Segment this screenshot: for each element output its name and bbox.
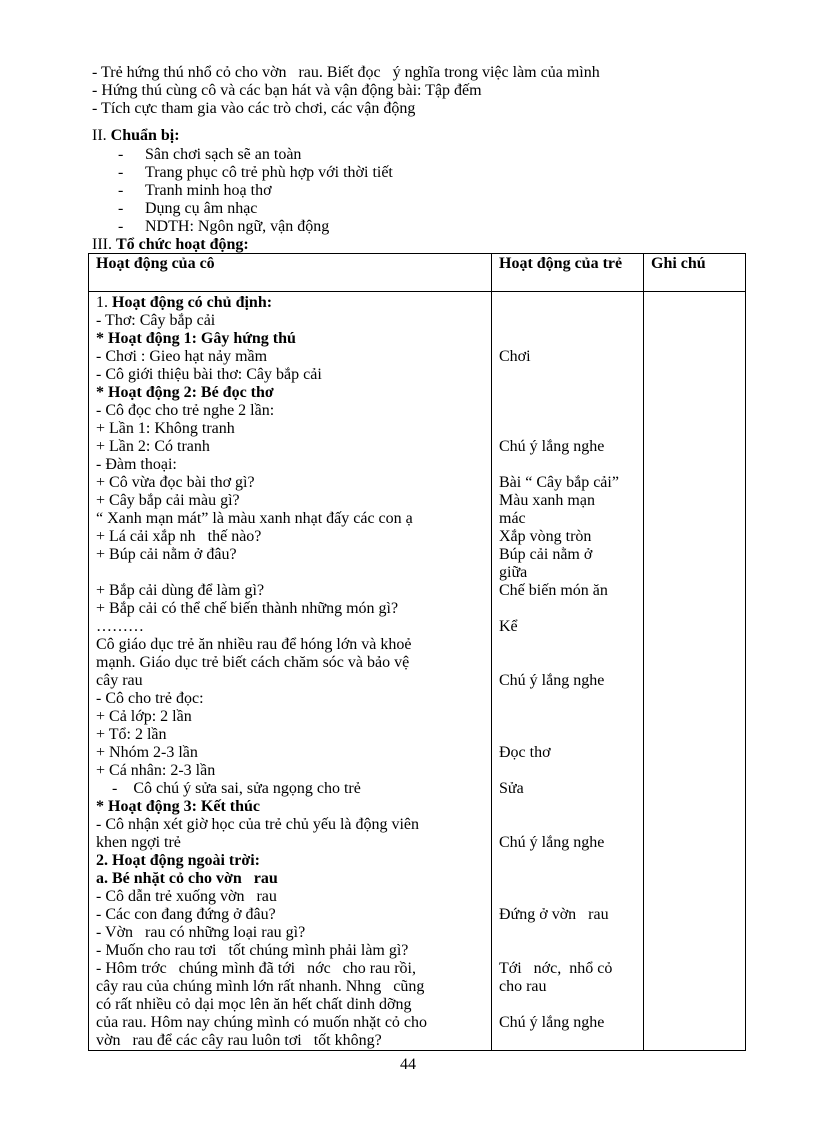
header-child-activity: Hoạt động của trẻ	[492, 254, 644, 292]
teacher-line-text: - Chơi : Gieo hạt nảy mầm	[96, 348, 268, 365]
bullet-dash: -	[118, 182, 124, 199]
notes-cell	[644, 292, 746, 1051]
teacher-activity-line	[96, 402, 484, 420]
child-activity-line: mác	[499, 510, 526, 527]
child-activity-line: Chú ý lắng nghe	[499, 438, 605, 455]
child-activity-line: Chơi	[499, 348, 531, 365]
teacher-line-text: + Nhóm 2-3 lần	[96, 744, 198, 761]
teacher-line-text: - Đàm thoại:	[96, 456, 177, 473]
child-activity-line: Tới nớc, nhổ cỏ	[499, 960, 613, 977]
activity-table	[88, 253, 746, 1051]
teacher-activity-line	[96, 600, 484, 618]
intro-line: - Trẻ hứng thú nhổ cỏ cho vờn rau. Biết đọc ý nghĩa trong việc làm của mình	[92, 64, 600, 81]
preparation-item-text: Dụng cụ âm nhạc	[145, 200, 258, 217]
child-activity-line: giữa	[499, 564, 528, 581]
teacher-line-bold: * Hoạt động 1: Gây hứng thú	[96, 330, 296, 347]
intro-line: - Tích cực tham gia vào các trò chơi, các vận động	[92, 100, 416, 117]
preparation-title: Chuẩn bị:	[110, 127, 180, 144]
child-activity-line	[499, 420, 636, 438]
teacher-line-text: vờn rau để các cây rau luôn tơi tốt không?	[96, 1032, 382, 1049]
teacher-activity-line	[96, 330, 484, 348]
teacher-line-text: - Các con đang đứng ở đâu?	[96, 906, 276, 923]
preparation-item-text: Sân chơi sạch sẽ an toàn	[145, 146, 302, 163]
preparation-item	[118, 182, 393, 200]
child-activity-line	[499, 888, 636, 906]
preparation-numeral: II.	[92, 127, 107, 144]
teacher-activity-line	[96, 672, 484, 690]
child-activity-line	[499, 816, 636, 834]
teacher-line-bold: * Hoạt động 2: Bé đọc thơ	[96, 384, 274, 401]
teacher-activity-line	[96, 510, 484, 528]
teacher-line-bold: a. Bé nhặt cỏ cho vờn rau	[96, 870, 278, 887]
child-activity-line	[499, 798, 636, 816]
teacher-line-text: của rau. Hôm nay chúng mình có muốn nhặt cỏ cho	[96, 1014, 428, 1031]
teacher-line-text: + Cây bắp cải màu gì?	[96, 492, 240, 509]
child-activity-line	[499, 870, 636, 888]
teacher-line-text: + Búp cải nằm ở đâu?	[96, 546, 237, 563]
child-activity-line	[499, 1032, 636, 1050]
preparation-item	[118, 164, 393, 182]
teacher-activity-line	[96, 708, 484, 726]
child-activity-line	[499, 312, 636, 330]
preparation-item-text: Trang phục cô trẻ phù hợp với thời tiết	[145, 164, 393, 181]
teacher-activity-line	[96, 582, 484, 600]
table-header-row	[89, 254, 746, 292]
teacher-line-text: ………	[96, 618, 144, 635]
intro-line: - Hứng thú cùng cô và các bạn hát và vận động bài: Tập đếm	[92, 82, 482, 99]
teacher-line-text: + Lá cải xắp nh thế nào?	[96, 528, 262, 545]
bullet-dash: -	[118, 146, 124, 163]
teacher-activity-line	[96, 366, 484, 384]
page-number: 44	[400, 1056, 416, 1073]
teacher-line-text: + Cô vừa đọc bài thơ gì?	[96, 474, 255, 491]
child-activity-line: Kể	[499, 618, 518, 635]
teacher-line-text: + Cá nhân: 2-3 lần	[96, 762, 216, 779]
child-activity-line: Sửa	[499, 780, 524, 797]
teacher-line-text: - Cô nhận xét giờ học của trẻ chủ yếu là động viên	[96, 816, 420, 833]
teacher-activity-line	[96, 780, 484, 798]
child-activity-line	[499, 636, 636, 654]
organization-numeral: III.	[92, 236, 112, 253]
child-activity-line: Búp cải nằm ở	[499, 546, 593, 563]
teacher-line-text: Cô giáo dục trẻ ăn nhiều rau để hóng lớn và khoẻ	[96, 636, 412, 653]
child-activity-line	[499, 726, 636, 744]
teacher-activity-line	[96, 690, 484, 708]
teacher-line-text: khen ngợi trẻ	[96, 834, 181, 851]
teacher-activity-line	[96, 798, 484, 816]
teacher-activity-line	[96, 816, 484, 834]
teacher-activity-line	[96, 744, 484, 762]
teacher-line-text: + Tổ: 2 lần	[96, 726, 167, 743]
teacher-line-text: - Cô chú ý sửa sai, sửa ngọng cho trẻ	[96, 780, 361, 797]
preparation-item	[118, 218, 393, 236]
teacher-activity-line	[96, 438, 484, 456]
teacher-activity-line	[96, 636, 484, 654]
teacher-line-bold: * Hoạt động 3: Kết thúc	[96, 798, 260, 815]
preparation-heading	[92, 127, 180, 145]
bullet-dash: -	[118, 200, 124, 217]
teacher-activity-line	[96, 528, 484, 546]
child-activity-line	[499, 762, 636, 780]
teacher-line-text: - Muốn cho rau tơi tốt chúng mình phải làm gì?	[96, 942, 409, 959]
teacher-activity-line	[96, 888, 484, 906]
child-activity-line: Chú ý lắng nghe	[499, 834, 605, 851]
teacher-line-text: cây rau	[96, 672, 143, 689]
teacher-activity-line	[96, 348, 484, 366]
teacher-activity-line	[96, 294, 484, 312]
teacher-activity-line	[96, 618, 484, 636]
child-activity-line	[499, 402, 636, 420]
teacher-line-text: cây rau của chúng mình lớn rất nhanh. Nhng cũng	[96, 978, 425, 995]
child-activity-line: cho rau	[499, 978, 547, 995]
child-activity-line	[499, 708, 636, 726]
child-activity-line	[499, 942, 636, 960]
teacher-line-text: - Vờn rau có những loại rau gì?	[96, 924, 306, 941]
bullet-dash: -	[118, 218, 124, 235]
preparation-list	[118, 146, 393, 236]
teacher-line-text: mạnh. Giáo dục trẻ biết cách chăm sóc và bảo vệ	[96, 654, 410, 671]
teacher-activity-line	[96, 654, 484, 672]
teacher-activity-line	[96, 852, 484, 870]
child-activity-line: Bài “ Cây bắp cải”	[499, 474, 619, 491]
teacher-line-text: “ Xanh mạn mát” là màu xanh nhạt đấy các con ạ	[96, 510, 413, 527]
bullet-dash: -	[118, 164, 124, 181]
teacher-activity-line	[96, 1032, 484, 1050]
preparation-item	[118, 146, 393, 164]
teacher-activity-line	[96, 942, 484, 960]
teacher-line-bold: 2. Hoạt động ngoài trời:	[96, 852, 260, 869]
header-notes: Ghi chú	[644, 254, 746, 292]
teacher-activity-line	[96, 870, 484, 888]
teacher-activity-line	[96, 564, 484, 582]
teacher-activity-line	[96, 726, 484, 744]
child-activity-cell	[492, 292, 644, 1051]
child-activity-line	[499, 456, 636, 474]
child-activity-line: Đọc thơ	[499, 744, 551, 761]
preparation-item	[118, 200, 393, 218]
teacher-activity-line	[96, 834, 484, 852]
teacher-activity-line	[96, 546, 484, 564]
child-activity-line	[499, 654, 636, 672]
teacher-activity-line	[96, 762, 484, 780]
organization-title: Tổ chức hoạt động:	[115, 236, 249, 253]
child-activity-line	[499, 330, 636, 348]
child-activity-line: Xắp vòng tròn	[499, 528, 592, 545]
child-activity-line	[499, 294, 636, 312]
teacher-line-text: 1.	[96, 294, 112, 311]
child-activity-line	[499, 996, 636, 1014]
child-activity-line: Chú ý lắng nghe	[499, 1014, 605, 1031]
teacher-line-text: - Cô dẫn trẻ xuống vờn rau	[96, 888, 277, 905]
teacher-line-text: + Lần 2: Có tranh	[96, 438, 210, 455]
child-activity-line: Chú ý lắng nghe	[499, 672, 605, 689]
teacher-line-text: - Cô đọc cho trẻ nghe 2 lần:	[96, 402, 275, 419]
teacher-line-bold: Hoạt động có chủ định:	[112, 294, 273, 311]
teacher-line-text: - Thơ: Cây bắp cải	[96, 312, 216, 329]
teacher-activity-line	[96, 456, 484, 474]
teacher-activity-line	[96, 312, 484, 330]
teacher-line-text: - Cô cho trẻ đọc:	[96, 690, 204, 707]
teacher-activity-line	[96, 978, 484, 996]
child-activity-line	[499, 690, 636, 708]
teacher-activity-line	[96, 906, 484, 924]
child-activity-line	[499, 852, 636, 870]
teacher-line-text: + Bắp cải có thể chế biến thành những món gì?	[96, 600, 399, 617]
teacher-line-text: có rất nhiều cỏ dại mọc lên ăn hết chất dinh dỡng	[96, 996, 412, 1013]
preparation-item-text: NDTH: Ngôn ngữ, vận động	[145, 218, 330, 235]
teacher-line-text: + Cả lớp: 2 lần	[96, 708, 192, 725]
child-activity-line	[499, 600, 636, 618]
teacher-line-text: + Bắp cải dùng để làm gì?	[96, 582, 265, 599]
teacher-activity-line	[96, 384, 484, 402]
child-activity-line	[499, 924, 636, 942]
teacher-line-text: - Hôm trớc chúng mình đã tới nớc cho rau rồi,	[96, 960, 416, 977]
teacher-activity-line	[96, 1014, 484, 1032]
child-activity-line: Đứng ở vờn rau	[499, 906, 609, 923]
child-activity-line: Màu xanh mạn	[499, 492, 595, 509]
child-activity-line: Chế biến món ăn	[499, 582, 608, 599]
intro-objectives	[92, 64, 600, 118]
child-activity-line	[499, 384, 636, 402]
teacher-activity-line	[96, 474, 484, 492]
teacher-line-text: + Lần 1: Không tranh	[96, 420, 235, 437]
child-activity-line	[499, 366, 636, 384]
teacher-activity-line	[96, 492, 484, 510]
teacher-activity-cell	[89, 292, 492, 1051]
teacher-activity-line	[96, 420, 484, 438]
preparation-item-text: Tranh minh hoạ thơ	[145, 182, 272, 199]
teacher-activity-line	[96, 996, 484, 1014]
teacher-activity-line	[96, 924, 484, 942]
header-teacher-activity: Hoạt động của cô	[89, 254, 492, 292]
teacher-activity-line	[96, 960, 484, 978]
teacher-line-text: - Cô giới thiệu bài thơ: Cây bắp cải	[96, 366, 322, 383]
table-body-row	[89, 292, 746, 1051]
organization-heading	[92, 236, 249, 254]
